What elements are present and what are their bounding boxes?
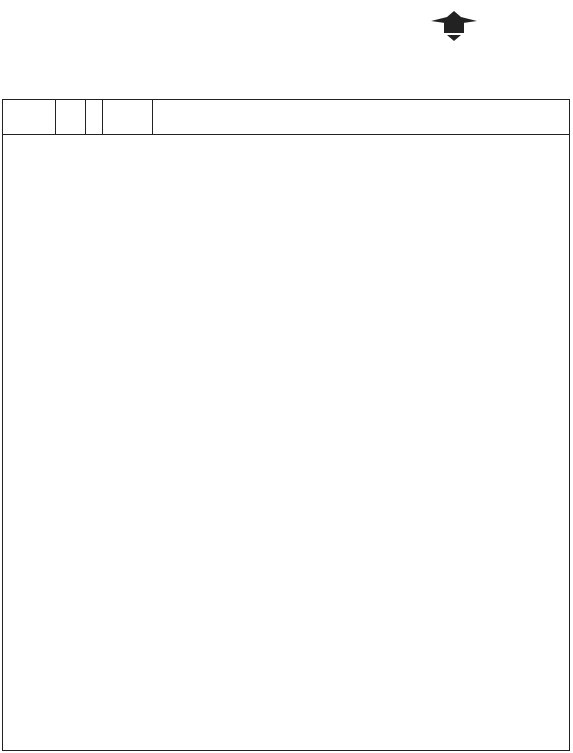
col-carrier [86, 100, 103, 134]
col-time [3, 100, 56, 134]
col-departures [153, 100, 569, 134]
timetable-header [7, 4, 567, 99]
plk-logo [429, 9, 479, 42]
col-train [103, 100, 153, 134]
col-peron [56, 100, 86, 134]
table-header [3, 100, 569, 135]
arrivals-table [2, 99, 570, 751]
